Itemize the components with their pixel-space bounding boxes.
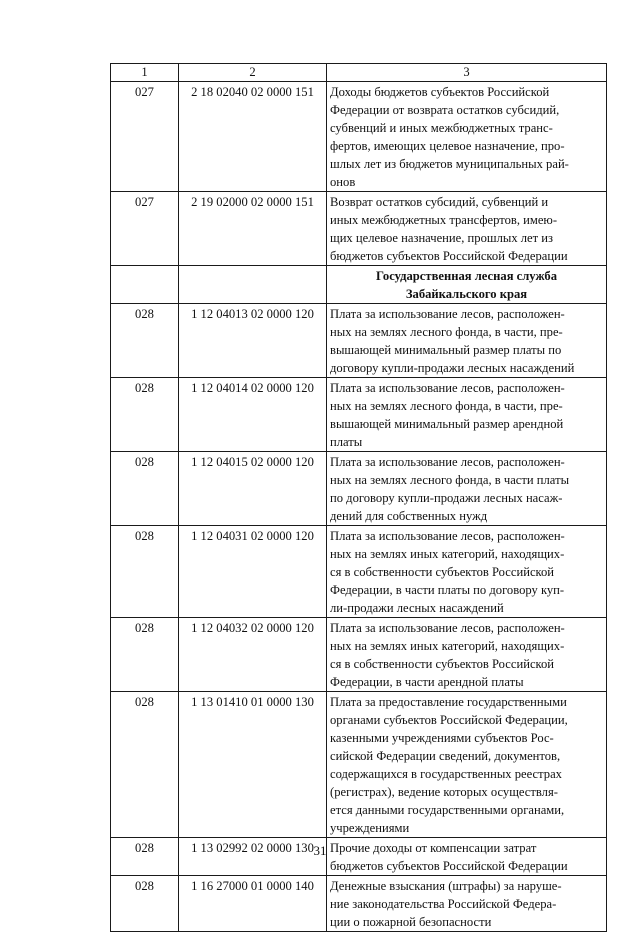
description-line: ется данными государственными органами, <box>330 803 565 817</box>
description-line: сийской Федерации сведений, документов, <box>330 749 561 763</box>
column-header-1: 1 <box>111 64 179 82</box>
description-line: вышающей минимальный размер платы по <box>330 343 562 357</box>
description-cell <box>327 452 607 526</box>
description-line: щих целевое назначение, прошлых лет из <box>330 231 554 245</box>
column-header-2: 2 <box>179 64 327 82</box>
description-line: онов <box>330 175 356 189</box>
admin-code-cell: 028 <box>111 526 179 618</box>
description-line: казенными учреждениями субъектов Рос- <box>330 731 554 745</box>
description-cell <box>327 692 607 838</box>
table-row <box>111 82 607 192</box>
section-heading-line: Забайкальского края <box>405 287 528 301</box>
description-line: Плата за использование лесов, расположен- <box>330 381 565 395</box>
admin-code-cell: 028 <box>111 876 179 932</box>
description-line: ных на землях лесного фонда, в части, пре- <box>330 399 563 413</box>
empty-cell <box>111 266 179 304</box>
description-line: иных межбюджетных трансфертов, имею- <box>330 213 558 227</box>
description-cell <box>327 192 607 266</box>
budget-code-cell: 1 12 04013 02 0000 120 <box>179 304 327 378</box>
description-line: ся в собственности субъектов Российской <box>330 565 555 579</box>
description-line: органами субъектов Российской Федерации, <box>330 713 568 727</box>
description-line: договору купли-продажи лесных насаждений <box>330 361 575 375</box>
description-line: по договору купли-продажи лесных насаж- <box>330 491 563 505</box>
description-line: шлых лет из бюджетов муниципальных рай- <box>330 157 569 171</box>
description-line: бюджетов субъектов Российской Федерации <box>330 859 568 873</box>
admin-code-cell: 027 <box>111 82 179 192</box>
budget-code-cell: 2 18 02040 02 0000 151 <box>179 82 327 192</box>
description-line: ся в собственности субъектов Российской <box>330 657 555 671</box>
table-row <box>111 192 607 266</box>
description-line: Денежные взыскания (штрафы) за наруше- <box>330 879 562 893</box>
budget-classification-table <box>110 63 607 932</box>
section-heading <box>327 266 607 304</box>
description-cell <box>327 876 607 932</box>
description-line: учреждениями <box>330 821 410 835</box>
description-line: Федерации от возврата остатков субсидий, <box>330 103 560 117</box>
description-cell <box>327 304 607 378</box>
admin-code-cell: 028 <box>111 838 179 876</box>
table-row <box>111 876 607 932</box>
admin-code-cell: 028 <box>111 692 179 838</box>
description-line: Возврат остатков субсидий, субвенций и <box>330 195 549 209</box>
table-row <box>111 526 607 618</box>
description-line: (регистрах), ведение которых осуществля- <box>330 785 558 799</box>
description-line: Федерации, в части арендной платы <box>330 675 524 689</box>
admin-code-cell: 028 <box>111 304 179 378</box>
description-line: Плата за использование лесов, расположен- <box>330 529 565 543</box>
description-line: фертов, имеющих целевое назначение, про- <box>330 139 565 153</box>
description-line: Плата за использование лесов, расположен- <box>330 621 565 635</box>
description-cell <box>327 526 607 618</box>
budget-code-cell: 2 19 02000 02 0000 151 <box>179 192 327 266</box>
description-line: Прочие доходы от компенсации затрат <box>330 841 537 855</box>
budget-code-cell: 1 12 04015 02 0000 120 <box>179 452 327 526</box>
admin-code-cell: 028 <box>111 452 179 526</box>
empty-cell <box>179 266 327 304</box>
description-line: ли-продажи лесных насаждений <box>330 601 504 615</box>
description-line: платы <box>330 435 363 449</box>
budget-code-cell: 1 12 04032 02 0000 120 <box>179 618 327 692</box>
description-line: содержащихся в государственных реестрах <box>330 767 562 781</box>
table-header-row <box>111 64 607 82</box>
column-header-3: 3 <box>327 64 607 82</box>
table-row <box>111 452 607 526</box>
description-line: ции о пожарной безопасности <box>330 915 492 929</box>
table-row <box>111 378 607 452</box>
description-line: ных на землях иных категорий, находящих- <box>330 547 565 561</box>
table-row <box>111 304 607 378</box>
section-heading-line: Государственная лесная служба <box>376 269 557 283</box>
budget-code-cell: 1 12 04031 02 0000 120 <box>179 526 327 618</box>
description-line: бюджетов субъектов Российской Федерации <box>330 249 568 263</box>
description-line: ние законодательства Российской Федера- <box>330 897 557 911</box>
budget-code-cell: 1 12 04014 02 0000 120 <box>179 378 327 452</box>
description-cell <box>327 378 607 452</box>
description-line: ных на землях лесного фонда, в части платы <box>330 473 570 487</box>
description-cell <box>327 618 607 692</box>
description-cell <box>327 82 607 192</box>
section-heading-row <box>111 266 607 304</box>
table-row <box>111 692 607 838</box>
description-line: ных на землях лесного фонда, в части, пре- <box>330 325 563 339</box>
description-line: ных на землях иных категорий, находящих- <box>330 639 565 653</box>
description-line: дений для собственных нужд <box>330 509 488 523</box>
description-line: Плата за использование лесов, расположен- <box>330 455 565 469</box>
description-line: субвенций и иных межбюджетных транс- <box>330 121 553 135</box>
budget-code-cell: 1 13 01410 01 0000 130 <box>179 692 327 838</box>
table-row <box>111 618 607 692</box>
budget-code-cell: 1 13 02992 02 0000 130 <box>179 838 327 876</box>
admin-code-cell: 028 <box>111 618 179 692</box>
description-line: Плата за использование лесов, расположен- <box>330 307 565 321</box>
description-line: Федерации, в части платы по договору куп- <box>330 583 565 597</box>
budget-code-cell: 1 16 27000 01 0000 140 <box>179 876 327 932</box>
description-line: Плата за предоставление государственными <box>330 695 567 709</box>
admin-code-cell: 028 <box>111 378 179 452</box>
admin-code-cell: 027 <box>111 192 179 266</box>
page-number: 31 <box>313 843 327 858</box>
description-line: Доходы бюджетов субъектов Российской <box>330 85 550 99</box>
description-line: вышающей минимальный размер арендной <box>330 417 564 431</box>
